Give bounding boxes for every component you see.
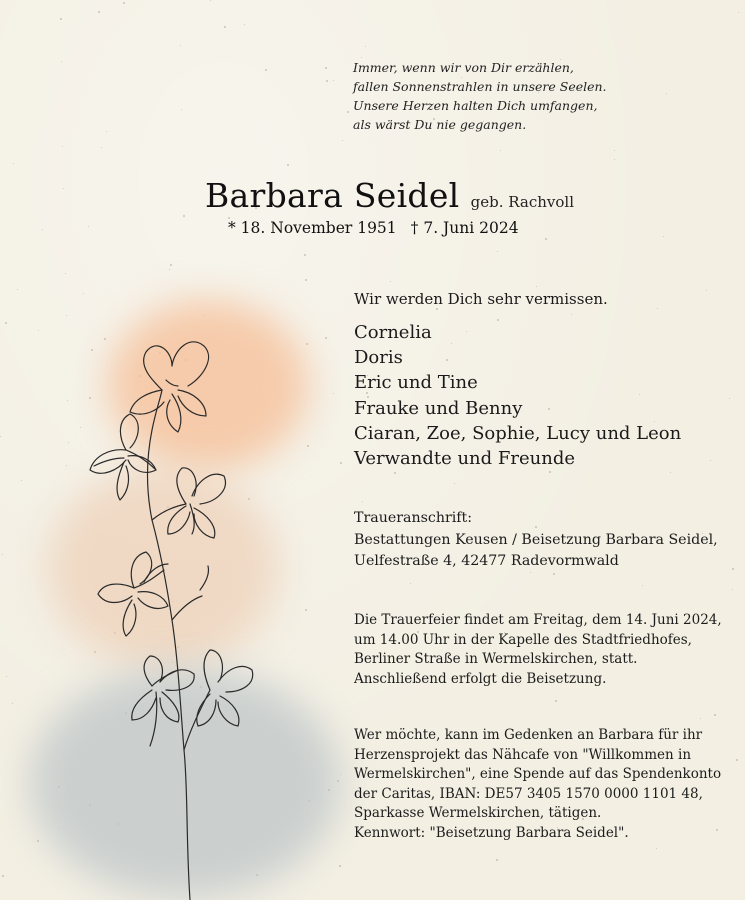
address-line: Uelfestraße 4, 42477 Radevormwald — [354, 553, 619, 569]
address-line: Traueranschrift: — [354, 510, 473, 526]
paper-speck — [340, 774, 341, 775]
funeral-service-info — [354, 611, 722, 689]
paper-speck — [60, 18, 62, 20]
paper-speck — [224, 26, 226, 28]
mourner-name: Doris — [354, 347, 403, 369]
paper-speck — [342, 140, 343, 141]
paper-speck — [63, 188, 64, 189]
paper-speck — [304, 254, 306, 256]
donation-info — [354, 726, 722, 843]
paper-speck — [614, 150, 615, 151]
orchid-line-drawing-icon — [60, 320, 300, 900]
paper-speck — [38, 330, 39, 331]
service-line: Die Trauerfeier findet am Freitag, dem 14. Juni 2024, — [354, 612, 722, 628]
farewell-message: Wir werden Dich sehr vermissen. — [354, 290, 608, 308]
paper-speck — [6, 676, 7, 677]
paper-speck — [390, 281, 391, 282]
paper-speck — [98, 11, 100, 13]
paper-speck — [656, 848, 657, 849]
paper-speck — [65, 273, 66, 274]
mourner-name: Eric und Tine — [354, 372, 478, 394]
paper-speck — [736, 759, 738, 761]
mourner-name: Cornelia — [354, 322, 432, 343]
quote-line: als wärst Du nie gegangen. — [353, 117, 527, 132]
donation-line: Kennwort: "Beisetzung Barbara Seidel". — [354, 824, 629, 841]
paper-speck — [210, 0, 211, 1]
paper-speck — [496, 859, 498, 861]
donation-line: Wermelskirchen", eine Spende auf das Spendenkonto — [354, 766, 722, 782]
paper-speck — [738, 12, 739, 13]
paper-speck — [244, 24, 245, 25]
paper-speck — [571, 314, 572, 315]
death-date: † 7. Juni 2024 — [410, 219, 519, 237]
service-line: Anschließend erfolgt die Beisetzung. — [354, 670, 607, 687]
paper-speck — [663, 236, 664, 237]
paper-speck — [436, 308, 438, 310]
paper-speck — [62, 146, 63, 147]
paper-speck — [333, 80, 334, 81]
donation-line: Wer möchte, kann im Gedenken an Barbara für ihr — [354, 727, 703, 743]
paper-speck — [714, 714, 716, 716]
birth-date: * 18. November 1951 — [228, 219, 397, 237]
mourning-address — [354, 508, 718, 573]
paper-speck — [500, 150, 501, 151]
paper-speck — [12, 703, 13, 704]
paper-speck — [732, 568, 734, 570]
paper-speck — [37, 840, 39, 842]
quote-line: Unsere Herzen halten Dich umfangen, — [353, 98, 598, 113]
paper-speck — [670, 472, 671, 473]
paper-speck — [536, 286, 537, 287]
paper-speck — [333, 393, 334, 394]
paper-speck — [657, 308, 658, 309]
paper-speck — [325, 67, 327, 69]
paper-speck — [497, 251, 498, 252]
quote-line: Immer, wenn wir von Dir erzählen, — [353, 60, 574, 75]
paper-speck — [17, 289, 18, 290]
paper-speck — [307, 445, 309, 447]
paper-speck — [265, 69, 267, 71]
paper-speck — [555, 700, 557, 702]
service-line: Berliner Straße in Wermelskirchen, statt. — [354, 651, 638, 667]
paper-speck — [305, 609, 307, 611]
life-dates — [228, 219, 519, 237]
paper-speck — [180, 45, 181, 46]
donation-line: Herzensprojekt das Nähcafe von "Willkommen in — [354, 746, 692, 763]
paper-speck — [700, 718, 701, 719]
paper-speck — [42, 229, 43, 230]
paper-speck — [732, 589, 733, 590]
paper-speck — [729, 398, 730, 399]
donation-line: der Caritas, IBAN: DE57 3405 1570 0000 1101 48, — [354, 785, 703, 802]
deceased-name: Barbara Seidel — [205, 176, 460, 215]
paper-speck — [305, 279, 307, 281]
paper-speck — [106, 131, 107, 132]
paper-speck — [169, 269, 170, 270]
paper-speck — [347, 111, 349, 113]
memorial-quote — [353, 58, 607, 134]
paper-speck — [123, 2, 125, 4]
service-line: um 14.00 Uhr in der Kapelle des Stadtfriedhofes, — [354, 631, 692, 648]
paper-speck — [0, 436, 1, 437]
paper-speck — [549, 471, 551, 473]
mourners-list — [354, 320, 681, 471]
paper-speck — [710, 460, 711, 461]
quote-line: fallen Sonnenstrahlen in unsere Seelen. — [353, 79, 607, 94]
mourner-name: Frauke und Benny — [354, 397, 523, 419]
paper-speck — [101, 147, 102, 148]
paper-speck — [326, 80, 328, 82]
paper-speck — [394, 472, 396, 474]
mourner-name: Ciaran, Zoe, Sophie, Lucy und Leon — [354, 422, 682, 444]
paper-speck — [5, 322, 7, 324]
donation-line: Sparkasse Wermelskirchen, tätigen. — [354, 805, 602, 821]
paper-speck — [340, 462, 342, 464]
address-line: Bestattungen Keusen / Beisetzung Barbara Seidel, — [354, 531, 718, 548]
paper-speck — [181, 109, 182, 110]
paper-speck — [21, 480, 22, 481]
paper-speck — [2, 554, 3, 555]
paper-speck — [339, 865, 341, 867]
paper-speck — [183, 215, 185, 217]
deceased-name-block — [205, 176, 574, 215]
paper-speck — [88, 226, 89, 227]
paper-speck — [325, 337, 327, 339]
paper-speck — [614, 159, 615, 160]
paper-speck — [170, 264, 172, 266]
paper-speck — [545, 238, 547, 240]
paper-speck — [642, 585, 643, 586]
paper-speck — [716, 829, 718, 831]
paper-speck — [362, 501, 363, 502]
paper-speck — [61, 61, 62, 62]
paper-speck — [83, 293, 84, 294]
mourner-name: Verwandte und Freunde — [354, 448, 576, 470]
paper-speck — [365, 46, 366, 47]
maiden-name: geb. Rachvoll — [470, 193, 574, 211]
paper-speck — [306, 343, 308, 345]
paper-speck — [666, 93, 667, 94]
paper-speck — [410, 583, 411, 584]
paper-speck — [66, 315, 67, 316]
paper-speck — [706, 290, 707, 291]
paper-speck — [454, 483, 455, 484]
paper-speck — [13, 163, 14, 164]
paper-speck — [2, 875, 4, 877]
paper-speck — [287, 164, 289, 166]
paper-speck — [553, 573, 555, 575]
